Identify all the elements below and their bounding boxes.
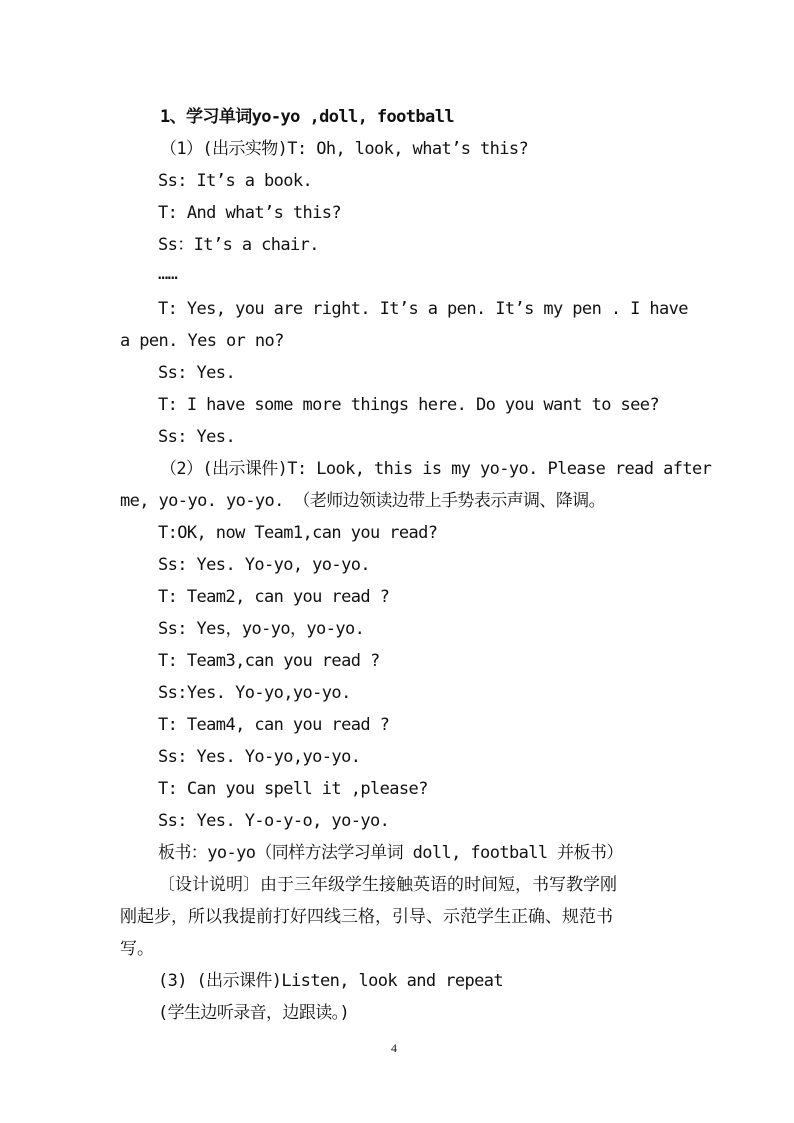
text-line: Ss: Yes. <box>158 427 236 447</box>
text-line: Ss：It’s a chair. <box>158 235 319 255</box>
ellipsis-line: …… <box>158 264 178 284</box>
text-line: T: Can you spell it ,please? <box>158 779 428 799</box>
text-line: （1）(出示实物)T: Oh, look, what’s this? <box>160 139 529 159</box>
text-line: （2）(出示课件)T: Look, this is my yo-yo. Please read after <box>160 459 712 479</box>
page-number: 4 <box>391 1041 397 1055</box>
text-line: T: I have some more things here. Do you want to see? <box>158 395 660 415</box>
text-line: Ss:Yes. Yo-yo,yo-yo. <box>158 683 351 703</box>
text-line: (3) (出示课件)Listen, look and repeat <box>158 971 504 991</box>
text-line: T: Yes, you are right. It’s a pen. It’s my pen . I have <box>158 299 688 319</box>
section-heading: 1、学习单词yo-yo ,doll, football <box>160 107 454 127</box>
design-note-line: 刚起步，所以我提前打好四线三格，引导、示范学生正确、规范书 <box>120 907 613 927</box>
text-line: a pen. Yes or no? <box>120 331 284 351</box>
text-line: Ss: Yes. Yo-yo,yo-yo. <box>158 747 361 767</box>
text-line: Ss: Yes，yo-yo，yo-yo. <box>158 619 365 639</box>
text-line: (学生边听录音，边跟读。) <box>158 1003 350 1023</box>
design-note-line: 〔设计说明〕由于三年级学生接触英语的时间短，书写教学刚 <box>158 875 617 895</box>
text-line: Ss: Yes. <box>158 363 236 383</box>
text-line: T: Team3,can you read ? <box>158 651 380 671</box>
text-line: Ss: Yes. Y-o-y-o, yo-yo. <box>158 811 390 831</box>
design-note-line: 写。 <box>120 939 154 959</box>
text-line: T: Team4, can you read ? <box>158 715 390 735</box>
blackboard-line: 板书：yo-yo（同样方法学习单词 doll, football 并板书） <box>158 843 623 863</box>
text-line: T: And what’s this? <box>158 203 342 223</box>
text-line: me, yo-yo. yo-yo. （老师边领读边带上手势表示声调、降调。 <box>120 491 606 511</box>
text-line: T:OK, now Team1,can you read? <box>158 523 438 543</box>
text-line: Ss: It’s a book. <box>158 171 313 191</box>
text-line: T: Team2, can you read ? <box>158 587 390 607</box>
text-line: Ss: Yes. Yo-yo, yo-yo. <box>158 555 370 575</box>
